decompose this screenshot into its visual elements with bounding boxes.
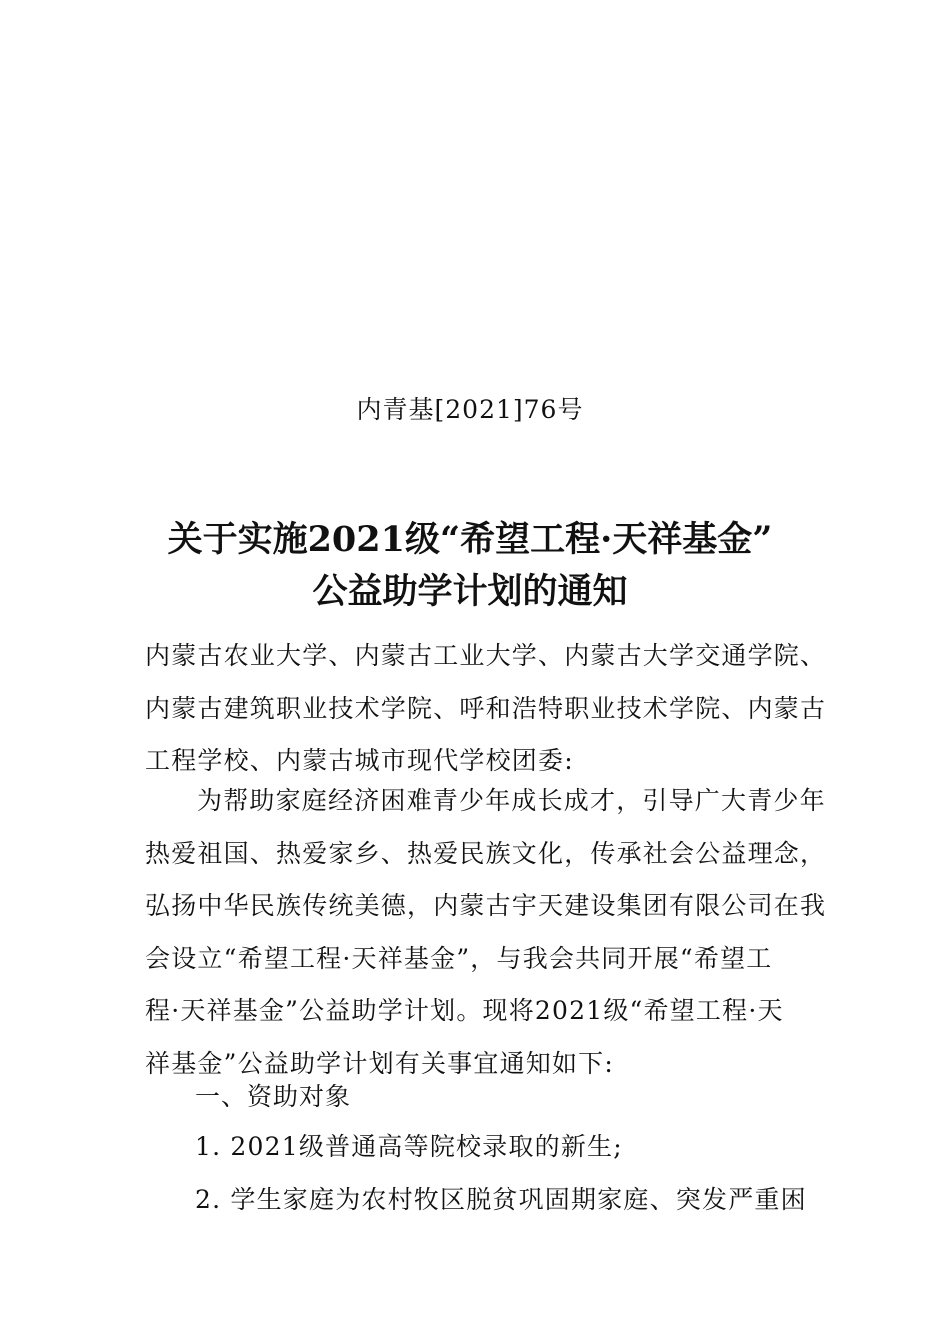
document-title	[60, 514, 880, 618]
list-item: 2. 学生家庭为农村牧区脱贫巩固期家庭、突发严重困	[195, 1185, 807, 1214]
recipients-line: 内蒙古建筑职业技术学院、呼和浩特职业技术学院、内蒙古	[145, 693, 827, 723]
recipients-line: 工程学校、内蒙古城市现代学校团委:	[145, 746, 574, 775]
intro-line: 祥基金”公益助学计划有关事宜通知如下:	[145, 1048, 615, 1078]
intro-line: 会设立“希望工程·天祥基金”，与我会共同开展“希望工	[145, 943, 773, 973]
document-number: 内青基[2021]76号	[356, 395, 584, 424]
intro-line: 程·天祥基金”公益助学计划。现将2021级“希望工程·天	[145, 996, 784, 1025]
title-line-1: 关于实施2021级“希望工程·天祥基金”	[167, 519, 773, 560]
recipients-block	[145, 630, 827, 788]
section-heading: 一、资助对象	[195, 1082, 352, 1111]
recipients-line: 内蒙古农业大学、内蒙古工业大学、内蒙古大学交通学院、	[145, 641, 827, 670]
intro-line: 热爱祖国、热爱家乡、热爱民族文化，传承社会公益理念，	[145, 838, 827, 868]
list-item: 1. 2021级普通高等院校录取的新生;	[195, 1132, 623, 1161]
intro-line: 为帮助家庭经济困难青少年成长成才，引导广大青少年	[197, 786, 826, 815]
intro-paragraph	[145, 775, 827, 1090]
intro-line: 弘扬中华民族传统美德，内蒙古宇天建设集团有限公司在我	[145, 891, 827, 920]
title-line-2: 公益助学计划的通知	[312, 571, 628, 612]
